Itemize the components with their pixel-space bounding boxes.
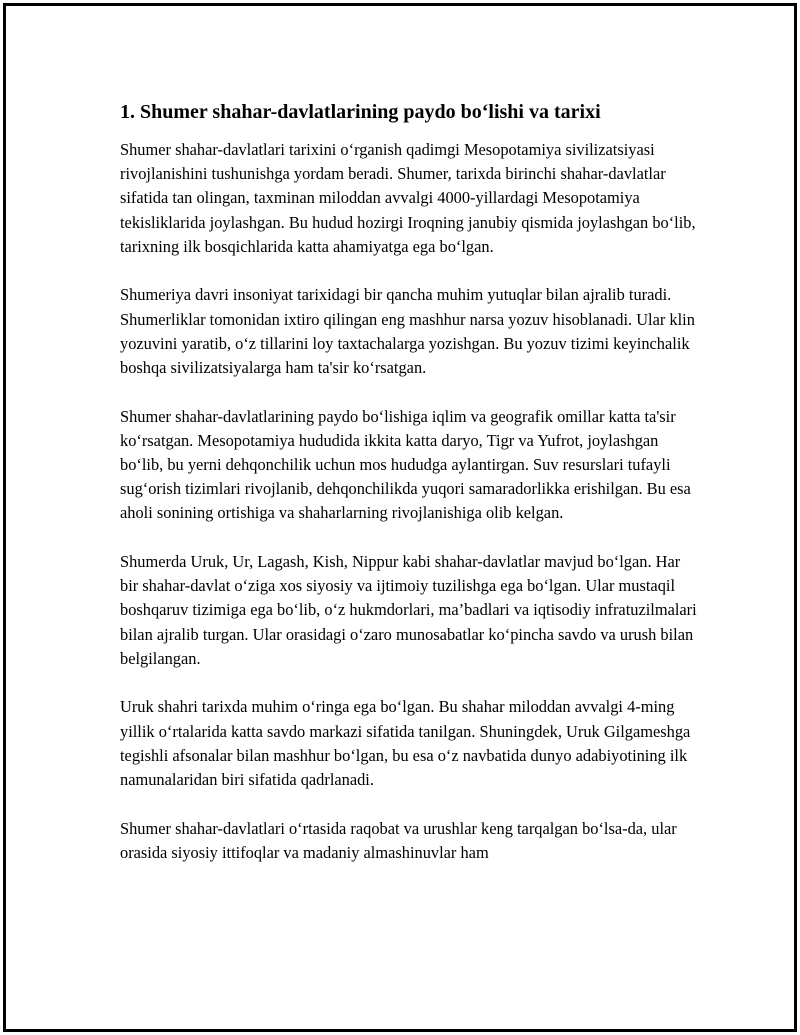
paragraph-1: Shumer shahar-davlatlari tarixini o‘rganish qadimgi Mesopotamiya sivilizatsiyasi rivojlanishini tushunishga yordam beradi. Shumer, tarixda birinchi shahar-davlatlar sifatida tan olingan, taxminan miloddan avvalgi 4000-yillardagi Mesopotamiya tekisliklarida joylashgan. Bu hudud hozirgi Iroqning janubiy qismida joylashgan bo‘lib, tarixning ilk bosqichlarida katta ahamiyatga ega bo‘lgan. [120,140,696,256]
section-title: 1. Shumer shahar-davlatlarining paydo bo‘lishi va tarixi [120,101,601,123]
document-body [120,98,700,889]
paragraph-4: Shumerda Uruk, Ur, Lagash, Kish, Nippur kabi shahar-davlatlar mavjud bo‘lgan. Har bir shahar-davlat o‘ziga xos siyosiy va ijtimoiy tuzilishga ega bo‘lgan. Ular mustaqil boshqaruv tizimiga ega bo‘lib, o‘z hukmdorlari, ma’badlari va iqtisodiy infratuzilmalari bilan ajralib turgan. Ular orasidagi o‘zaro munosabatlar ko‘pincha savdo va urush bilan belgilangan. [120,552,697,668]
page-frame [3,3,797,1032]
paragraph-3: Shumer shahar-davlatlarining paydo bo‘lishiga iqlim va geografik omillar katta ta'sir ko‘rsatgan. Mesopotamiya hududida ikkita katta daryo, Tigr va Yufrot, joylashgan bo‘lib, bu yerni dehqonchilik uchun mos hududga aylantirgan. Suv resurslari tufayli sug‘orish tizimlari rivojlanib, dehqonchilikda yuqori samaradorlikka erishilgan. Bu esa aholi sonining ortishiga va shaharlarning rivojlanishiga olib kelgan. [120,406,691,523]
paragraph-2: Shumeriya davri insoniyat tarixidagi bir qancha muhim yutuqlar bilan ajralib turadi. Shumerliklar tomonidan ixtiro qilingan eng mashhur narsa yozuv hisoblanadi. Ular klin yozuvini yaratib, o‘z tillarini loy taxtachalarga yozishgan. Bu yozuv tizimi keyinchalik boshqa sivilizatsiyalarga ham ta'sir ko‘rsatgan. [120,285,695,378]
paragraph-5: Uruk shahri tarixda muhim o‘ringa ega bo‘lgan. Bu shahar miloddan avvalgi 4-ming yillik o‘rtalarida katta savdo markazi sifatida tanilgan. Shuningdek, Uruk Gilgameshga tegishli afsonalar bilan mashhur bo‘lgan, bu esa o‘z navbatida dunyo adabiyotining ilk namunalaridan biri sifatida qadrlanadi. [120,697,691,790]
paragraph-6: Shumer shahar-davlatlari o‘rtasida raqobat va urushlar keng tarqalgan bo‘lsa-da, ular orasida siyosiy ittifoqlar va madaniy almashinuvlar ham [120,818,677,862]
